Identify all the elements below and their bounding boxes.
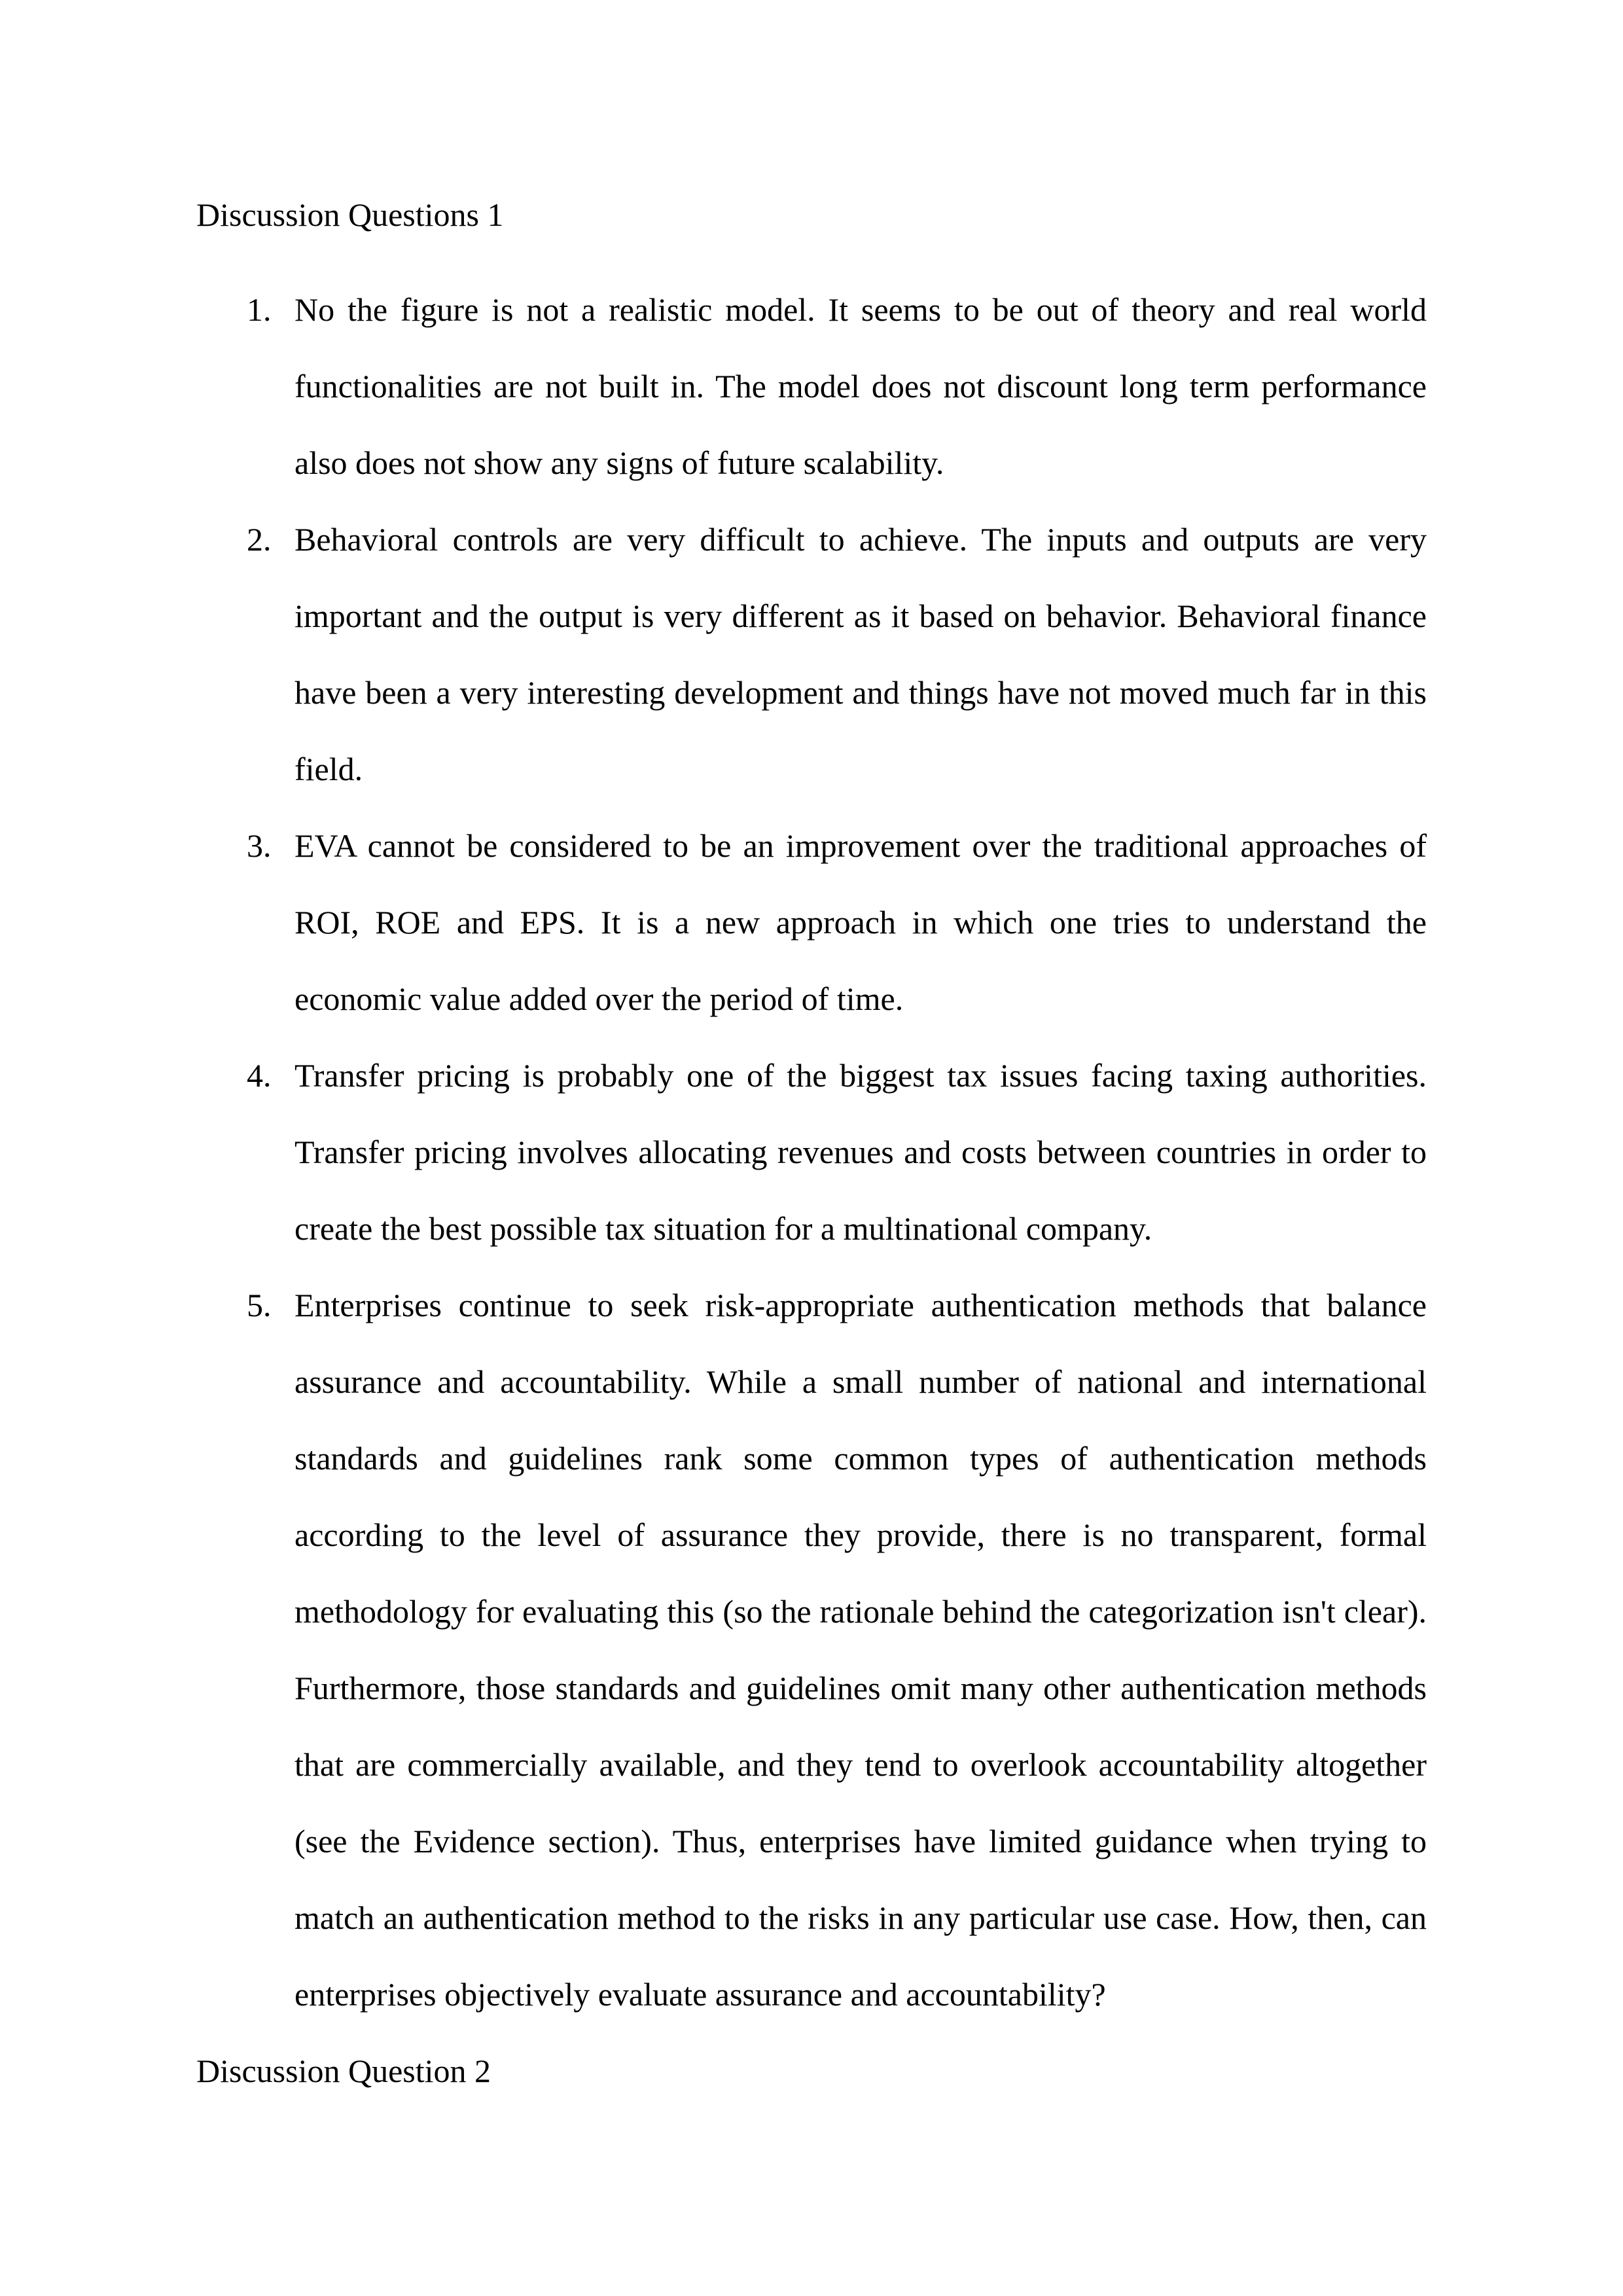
list-item-text: EVA cannot be considered to be an improvement over the traditional approaches of ROI, ROE and EPS. It is a new approach in which one tries to understand the economic value added over the period of time.	[294, 827, 1427, 1017]
list-item-number: 1.	[247, 291, 272, 328]
list-item-text: No the figure is not a realistic model. It seems to be out of theory and real world functionalities are not built in. The model does not discount long term performance also does not show any signs of future scalability.	[294, 291, 1427, 481]
list-item-number: 4.	[247, 1057, 272, 1094]
list-item-text: Transfer pricing is probably one of the biggest tax issues facing taxing authorities. Transfer pricing involves allocating revenues and costs between countries in order to create the best possible tax situation for a multinational company.	[294, 1057, 1427, 1247]
list-item	[196, 808, 1427, 1037]
list-item	[196, 272, 1427, 501]
list-item	[196, 501, 1427, 808]
section-heading-discussion-questions-1: Discussion Questions 1	[196, 196, 504, 233]
section-heading-discussion-question-2: Discussion Question 2	[196, 2053, 491, 2089]
list-item-number: 3.	[247, 827, 272, 864]
list-item-number: 5.	[247, 1287, 272, 1323]
list-item-number: 2.	[247, 521, 272, 558]
document-content	[196, 177, 1427, 2109]
list-item-text: Enterprises continue to seek risk-appropriate authentication methods that balance assurance and accountability. While a small number of national and international standards and guidelines rank some common types of authentication methods according to the level of assurance they provide, there is no transparent, formal methodology for evaluating this (so the rationale behind the categorization isn't clear). Furthermore, those standards and guidelines omit many other authentication methods that are commercially available, and they tend to overlook accountability altogether (see the Evidence section). Thus, enterprises have limited guidance when trying to match an authentication method to the risks in any particular use case. How, then, can enterprises objectively evaluate assurance and accountability?	[294, 1287, 1427, 2013]
list-item	[196, 1037, 1427, 1267]
list-item	[196, 1267, 1427, 2033]
discussion-question-list	[196, 272, 1427, 2033]
list-item-text: Behavioral controls are very difficult to achieve. The inputs and outputs are very important and the output is very different as it based on behavior. Behavioral finance have been a very interesting development and things have not moved much far in this field.	[294, 521, 1427, 787]
